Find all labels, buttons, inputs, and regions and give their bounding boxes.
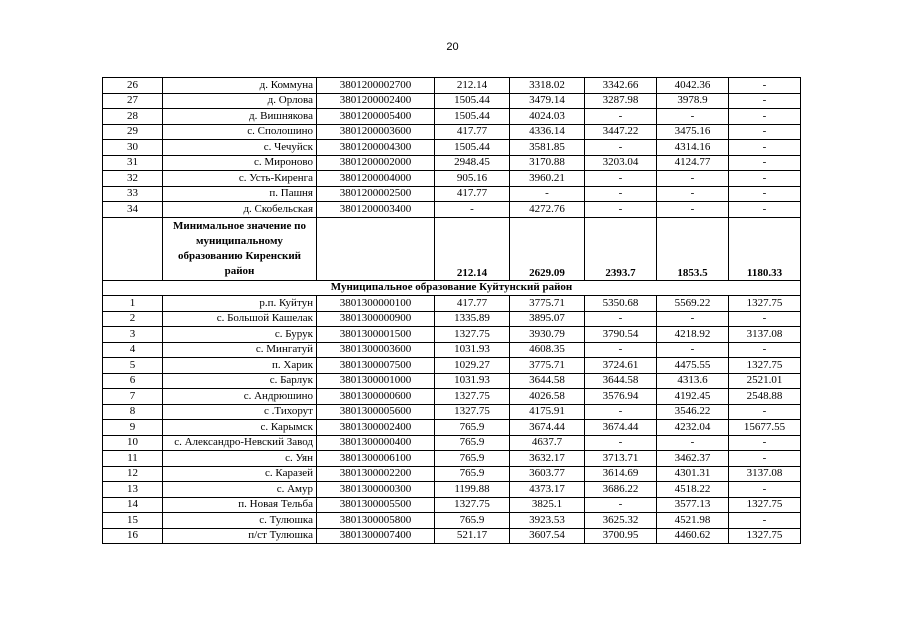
value-cell: - xyxy=(729,342,801,358)
section-title: Муниципальное образование Куйтунский район xyxy=(103,280,801,296)
value-cell: 15677.55 xyxy=(729,420,801,436)
value-cell: 1327.75 xyxy=(729,296,801,312)
page-number: 20 xyxy=(446,41,459,53)
value-cell: - xyxy=(585,435,657,451)
settlement-name: с. Мингатуй xyxy=(163,342,317,358)
table-row xyxy=(103,155,801,171)
value-cell: - xyxy=(729,482,801,498)
row-number: 8 xyxy=(103,404,163,420)
value-cell: 3607.54 xyxy=(510,528,585,544)
value-cell: - xyxy=(729,202,801,218)
table-row xyxy=(103,389,801,405)
value-cell: - xyxy=(585,311,657,327)
value-cell: - xyxy=(729,311,801,327)
value-cell: 3775.71 xyxy=(510,296,585,312)
value-cell: 5569.22 xyxy=(657,296,729,312)
row-number: 1 xyxy=(103,296,163,312)
oktmo-code: 3801300005600 xyxy=(317,404,435,420)
value-cell: 3462.37 xyxy=(657,451,729,467)
table-row xyxy=(103,109,801,125)
value-cell: 1327.75 xyxy=(435,404,510,420)
value-cell: - xyxy=(657,171,729,187)
value-cell: - xyxy=(657,186,729,202)
minimum-value-cell: 212.14 xyxy=(435,217,510,280)
value-cell: - xyxy=(729,435,801,451)
value-cell: 4608.35 xyxy=(510,342,585,358)
value-cell: 2521.01 xyxy=(729,373,801,389)
oktmo-code: 3801200002500 xyxy=(317,186,435,202)
value-cell: 3674.44 xyxy=(585,420,657,436)
row-number: 5 xyxy=(103,358,163,374)
value-cell: 4313.6 xyxy=(657,373,729,389)
value-cell: 3960.21 xyxy=(510,171,585,187)
value-cell: 2948.45 xyxy=(435,155,510,171)
row-number: 30 xyxy=(103,140,163,156)
value-cell: 521.17 xyxy=(435,528,510,544)
value-cell: 4475.55 xyxy=(657,358,729,374)
table-row xyxy=(103,451,801,467)
value-cell: 1505.44 xyxy=(435,109,510,125)
value-cell: 4175.91 xyxy=(510,404,585,420)
value-cell: - xyxy=(657,435,729,451)
value-cell: 3674.44 xyxy=(510,420,585,436)
value-cell: 4373.17 xyxy=(510,482,585,498)
settlement-name: р.п. Куйтун xyxy=(163,296,317,312)
oktmo-code: 3801300007400 xyxy=(317,528,435,544)
table-row xyxy=(103,140,801,156)
oktmo-code: 3801300000600 xyxy=(317,389,435,405)
value-cell: 3318.02 xyxy=(510,78,585,94)
row-number: 15 xyxy=(103,513,163,529)
row-number: 7 xyxy=(103,389,163,405)
value-cell: 4460.62 xyxy=(657,528,729,544)
row-number: 34 xyxy=(103,202,163,218)
value-cell: - xyxy=(585,497,657,513)
value-cell: 4218.92 xyxy=(657,327,729,343)
value-cell: 4042.36 xyxy=(657,78,729,94)
row-number: 29 xyxy=(103,124,163,140)
settlement-name: с. Каразей xyxy=(163,466,317,482)
settlement-name: с. Барлук xyxy=(163,373,317,389)
value-cell: - xyxy=(510,186,585,202)
row-number: 6 xyxy=(103,373,163,389)
settlement-name: с. Сполошино xyxy=(163,124,317,140)
value-cell: 2548.88 xyxy=(729,389,801,405)
value-cell: - xyxy=(729,78,801,94)
oktmo-code: 3801200002700 xyxy=(317,78,435,94)
value-cell: 3203.04 xyxy=(585,155,657,171)
value-cell: 4314.16 xyxy=(657,140,729,156)
tariff-table xyxy=(102,77,801,544)
oktmo-code: 3801200004300 xyxy=(317,140,435,156)
value-cell: 1327.75 xyxy=(729,528,801,544)
value-cell: 765.9 xyxy=(435,435,510,451)
value-cell: - xyxy=(585,342,657,358)
table-row xyxy=(103,497,801,513)
row-number: 13 xyxy=(103,482,163,498)
settlement-name: п. Пашня xyxy=(163,186,317,202)
table-row xyxy=(103,420,801,436)
settlement-name: с. Чечуйск xyxy=(163,140,317,156)
value-cell: - xyxy=(657,109,729,125)
settlement-name: п. Харик xyxy=(163,358,317,374)
value-cell: - xyxy=(435,202,510,218)
value-cell: 3686.22 xyxy=(585,482,657,498)
oktmo-code: 3801300000100 xyxy=(317,296,435,312)
value-cell: 1327.75 xyxy=(435,389,510,405)
value-cell: 3700.95 xyxy=(585,528,657,544)
value-cell: 3137.08 xyxy=(729,327,801,343)
table-row xyxy=(103,296,801,312)
oktmo-code: 3801300001000 xyxy=(317,373,435,389)
table-row xyxy=(103,78,801,94)
table-row xyxy=(103,358,801,374)
minimum-value-cell: 2629.09 xyxy=(510,217,585,280)
table-row xyxy=(103,311,801,327)
value-cell: 3287.98 xyxy=(585,93,657,109)
value-cell: 3447.22 xyxy=(585,124,657,140)
value-cell: 3775.71 xyxy=(510,358,585,374)
value-cell: 4124.77 xyxy=(657,155,729,171)
row-number: 16 xyxy=(103,528,163,544)
oktmo-code: 3801200005400 xyxy=(317,109,435,125)
value-cell: 4336.14 xyxy=(510,124,585,140)
value-cell: 1327.75 xyxy=(435,327,510,343)
value-cell: 1031.93 xyxy=(435,373,510,389)
oktmo-code: 3801300001500 xyxy=(317,327,435,343)
value-cell: 3577.13 xyxy=(657,497,729,513)
value-cell: 3479.14 xyxy=(510,93,585,109)
value-cell: 3713.71 xyxy=(585,451,657,467)
value-cell: 3825.1 xyxy=(510,497,585,513)
table-row xyxy=(103,186,801,202)
minimum-value-row xyxy=(103,217,801,280)
row-number: 10 xyxy=(103,435,163,451)
settlement-name: с .Тихорут xyxy=(163,404,317,420)
value-cell: 3978.9 xyxy=(657,93,729,109)
table-row xyxy=(103,513,801,529)
settlement-name: с. Большой Кашелак xyxy=(163,311,317,327)
row-number: 32 xyxy=(103,171,163,187)
settlement-name: п. Новая Тельба xyxy=(163,497,317,513)
value-cell: - xyxy=(657,311,729,327)
minimum-value-cell: 1180.33 xyxy=(729,217,801,280)
settlement-name: с. Бурук xyxy=(163,327,317,343)
value-cell: - xyxy=(729,109,801,125)
oktmo-code: 3801300007500 xyxy=(317,358,435,374)
settlement-name: с. Карымск xyxy=(163,420,317,436)
oktmo-code: 3801300000300 xyxy=(317,482,435,498)
value-cell: - xyxy=(729,171,801,187)
value-cell: 4272.76 xyxy=(510,202,585,218)
value-cell: 3475.16 xyxy=(657,124,729,140)
row-number: 4 xyxy=(103,342,163,358)
row-number: 31 xyxy=(103,155,163,171)
value-cell: 1327.75 xyxy=(729,358,801,374)
oktmo-code: 3801300006100 xyxy=(317,451,435,467)
value-cell: 4637.7 xyxy=(510,435,585,451)
settlement-name: д. Скобельская xyxy=(163,202,317,218)
value-cell: 3170.88 xyxy=(510,155,585,171)
value-cell: 765.9 xyxy=(435,513,510,529)
value-cell: 3546.22 xyxy=(657,404,729,420)
value-cell: 3342.66 xyxy=(585,78,657,94)
value-cell: 5350.68 xyxy=(585,296,657,312)
settlement-name: с. Усть-Киренга xyxy=(163,171,317,187)
settlement-name: д. Орлова xyxy=(163,93,317,109)
value-cell: - xyxy=(729,124,801,140)
value-cell: 3923.53 xyxy=(510,513,585,529)
settlement-name: с. Александро-Невский Завод xyxy=(163,435,317,451)
value-cell: 3644.58 xyxy=(585,373,657,389)
value-cell: - xyxy=(585,404,657,420)
value-cell: 3632.17 xyxy=(510,451,585,467)
value-cell: 3724.61 xyxy=(585,358,657,374)
value-cell: 3603.77 xyxy=(510,466,585,482)
value-cell: 1199.88 xyxy=(435,482,510,498)
row-number: 11 xyxy=(103,451,163,467)
table-row xyxy=(103,466,801,482)
settlement-name: д. Коммуна xyxy=(163,78,317,94)
oktmo-code: 3801300002200 xyxy=(317,466,435,482)
value-cell: 1327.75 xyxy=(435,497,510,513)
value-cell: 1031.93 xyxy=(435,342,510,358)
value-cell: 4301.31 xyxy=(657,466,729,482)
value-cell: - xyxy=(657,202,729,218)
value-cell: 3625.32 xyxy=(585,513,657,529)
value-cell: - xyxy=(729,93,801,109)
value-cell: 4026.58 xyxy=(510,389,585,405)
value-cell: 1029.27 xyxy=(435,358,510,374)
row-number: 28 xyxy=(103,109,163,125)
row-number: 2 xyxy=(103,311,163,327)
table-row xyxy=(103,373,801,389)
value-cell: - xyxy=(729,155,801,171)
value-cell: - xyxy=(585,202,657,218)
value-cell: 417.77 xyxy=(435,296,510,312)
value-cell: 905.16 xyxy=(435,171,510,187)
value-cell: - xyxy=(585,109,657,125)
table-row xyxy=(103,202,801,218)
oktmo-code: 3801300000900 xyxy=(317,311,435,327)
table-row xyxy=(103,124,801,140)
table-row xyxy=(103,327,801,343)
table-row xyxy=(103,342,801,358)
value-cell: - xyxy=(729,513,801,529)
table-row xyxy=(103,171,801,187)
value-cell: - xyxy=(729,451,801,467)
minimum-value-cell: 1853.5 xyxy=(657,217,729,280)
value-cell: 1327.75 xyxy=(729,497,801,513)
value-cell: - xyxy=(585,140,657,156)
value-cell: - xyxy=(657,342,729,358)
value-cell: 4192.45 xyxy=(657,389,729,405)
table-row xyxy=(103,528,801,544)
settlement-name: п/ст Тулюшка xyxy=(163,528,317,544)
value-cell: 3576.94 xyxy=(585,389,657,405)
value-cell: 4024.03 xyxy=(510,109,585,125)
value-cell: 4232.04 xyxy=(657,420,729,436)
oktmo-code: 3801300005800 xyxy=(317,513,435,529)
value-cell: - xyxy=(729,404,801,420)
table-row xyxy=(103,404,801,420)
value-cell: - xyxy=(585,171,657,187)
oktmo-code: 3801300000400 xyxy=(317,435,435,451)
value-cell: 3644.58 xyxy=(510,373,585,389)
value-cell: 3790.54 xyxy=(585,327,657,343)
settlement-name: с. Тулюшка xyxy=(163,513,317,529)
value-cell: 765.9 xyxy=(435,420,510,436)
value-cell: - xyxy=(729,140,801,156)
value-cell: 1505.44 xyxy=(435,93,510,109)
oktmo-code: 3801200002000 xyxy=(317,155,435,171)
value-cell: 212.14 xyxy=(435,78,510,94)
table-row xyxy=(103,93,801,109)
row-number: 12 xyxy=(103,466,163,482)
oktmo-code: 3801200004000 xyxy=(317,171,435,187)
value-cell: 3930.79 xyxy=(510,327,585,343)
value-cell: 765.9 xyxy=(435,466,510,482)
row-number: 33 xyxy=(103,186,163,202)
minimum-value-label: Минимальное значение по муниципальному образованию Киренский район xyxy=(163,217,317,280)
oktmo-code: 3801200002400 xyxy=(317,93,435,109)
value-cell: 3895.07 xyxy=(510,311,585,327)
oktmo-code: 3801300003600 xyxy=(317,342,435,358)
oktmo-code: 3801200003600 xyxy=(317,124,435,140)
row-number: 27 xyxy=(103,93,163,109)
value-cell: 3581.85 xyxy=(510,140,585,156)
oktmo-code: 3801200003400 xyxy=(317,202,435,218)
minimum-value-cell: 2393.7 xyxy=(585,217,657,280)
value-cell: 4518.22 xyxy=(657,482,729,498)
settlement-name: с. Мироново xyxy=(163,155,317,171)
value-cell: 3614.69 xyxy=(585,466,657,482)
table-row xyxy=(103,482,801,498)
value-cell: 1335.89 xyxy=(435,311,510,327)
value-cell: - xyxy=(585,186,657,202)
row-number: 26 xyxy=(103,78,163,94)
settlement-name: с. Амур xyxy=(163,482,317,498)
value-cell: 417.77 xyxy=(435,186,510,202)
value-cell: 4521.98 xyxy=(657,513,729,529)
value-cell: - xyxy=(729,186,801,202)
value-cell: 765.9 xyxy=(435,451,510,467)
oktmo-code: 3801300002400 xyxy=(317,420,435,436)
row-number: 9 xyxy=(103,420,163,436)
value-cell: 3137.08 xyxy=(729,466,801,482)
oktmo-code: 3801300005500 xyxy=(317,497,435,513)
settlement-name: с. Андрюшино xyxy=(163,389,317,405)
settlement-name: с. Уян xyxy=(163,451,317,467)
row-number: 14 xyxy=(103,497,163,513)
value-cell: 417.77 xyxy=(435,124,510,140)
row-number: 3 xyxy=(103,327,163,343)
value-cell: 1505.44 xyxy=(435,140,510,156)
table-row xyxy=(103,435,801,451)
settlement-name: д. Вишнякова xyxy=(163,109,317,125)
section-header-row xyxy=(103,280,801,296)
